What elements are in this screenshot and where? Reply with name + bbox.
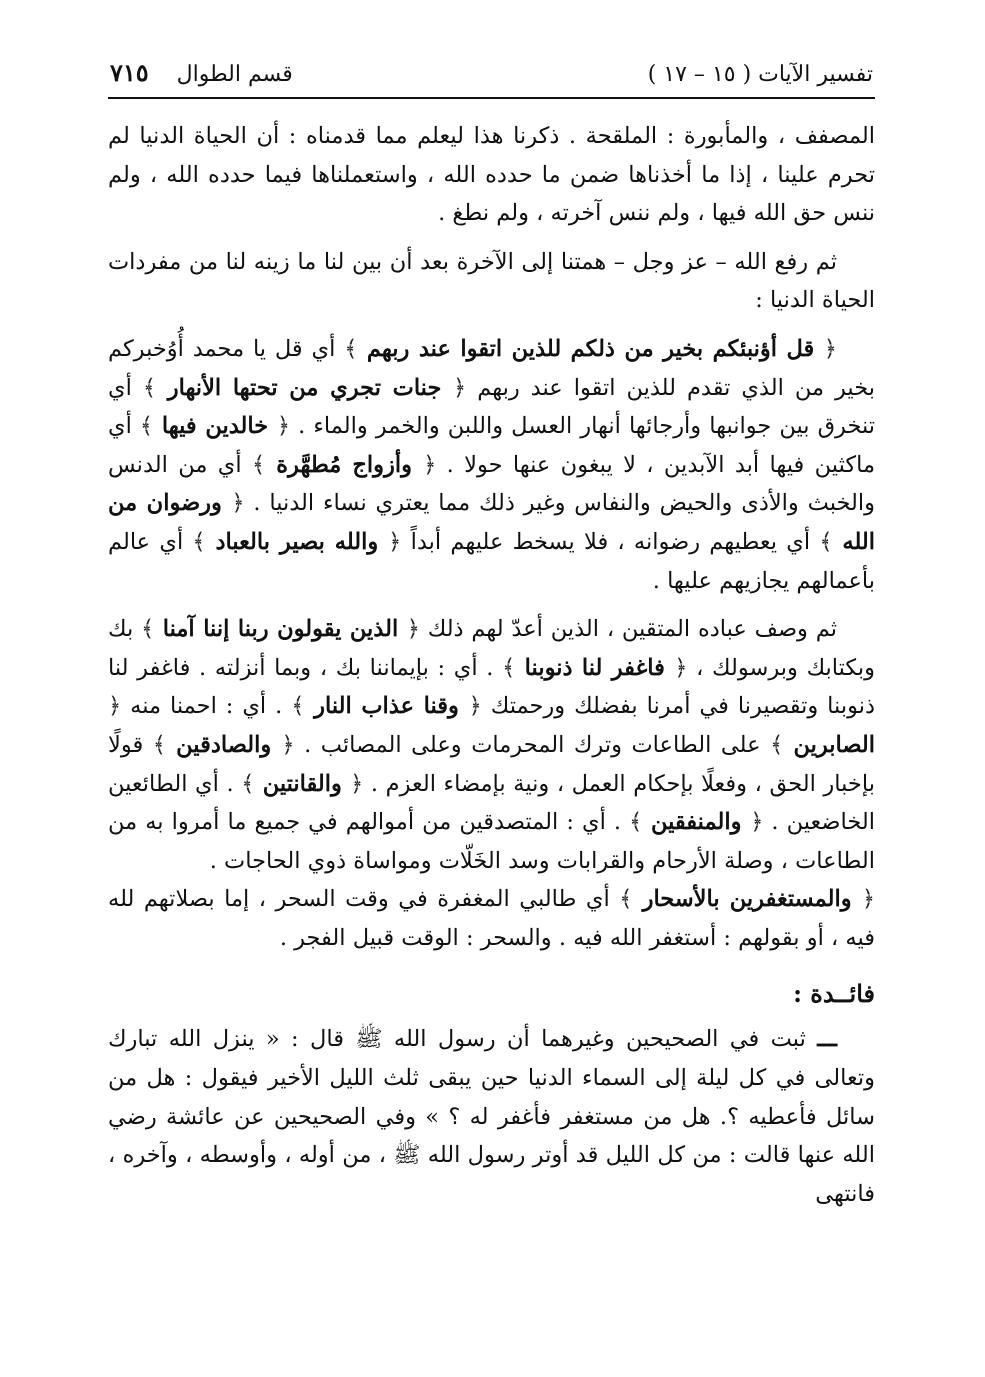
quran-bracket: ﴿ <box>453 374 467 401</box>
body-paragraph <box>108 610 875 880</box>
quran-bracket: ﴾ <box>192 528 206 555</box>
quran-verse-text: والله بصير بالعباد <box>205 528 389 555</box>
faida-heading: فائــدة : <box>793 979 875 1009</box>
quran-verse-text: وأزواج مُطهَّرة <box>265 451 424 478</box>
running-header <box>108 58 875 99</box>
commentary-text: قولًا بإخبار الحق ، وفعلًا بإحكام العمل ، ونية بإمضاء العزم . <box>108 731 875 797</box>
quran-bracket: ﴿ <box>750 809 764 836</box>
quran-verse-text: فاغفر لنا ذنوبنا <box>515 654 675 681</box>
quran-verse-text: جنات تجري من تحتها الأنهار <box>156 374 454 401</box>
quran-bracket: ﴿ <box>388 528 402 555</box>
commentary-text: المصفف ، والمأبورة : الملقحة . ذكرنا هذا ليعلم مما قدمناه : أن الحياة الدنيا لم تحرم علينا ، إذا ما أخذناها ضمن ما حدده الله ، واستعملناها فيما حدده الله ، ولم ننس حق الله فيها ، ولم ننس آخرته ، ولم نطغ . <box>108 123 875 227</box>
commentary-text: ثم رفع الله – عز وجل – همتنا إلى الآخرة بعد أن بين لنا ما زينه لنا من مفردات الحياة الدنيا : <box>108 248 875 314</box>
quran-bracket: ﴾ <box>502 654 516 681</box>
quran-bracket: ﴿ <box>406 616 420 643</box>
quran-verse-text: قل أؤنبئكم بخير من ذلكم للذين اتقوا عند ربهم <box>357 335 824 362</box>
commentary-text: ثم وصف عباده المتقين ، الذين أعدّ لهم ذلك <box>419 616 837 643</box>
quran-bracket: ﴿ <box>674 654 688 681</box>
quran-verse-text: الصابرين <box>783 731 876 758</box>
body-paragraph <box>108 243 875 320</box>
quran-bracket: ﴾ <box>344 335 358 362</box>
quran-bracket: ﴾ <box>819 528 833 555</box>
commentary-text: بك وبكتابك وبرسولك ، <box>108 616 875 681</box>
body-paragraph <box>108 880 875 957</box>
quran-bracket: ﴾ <box>139 413 154 440</box>
commentary-text: أي من الدنس والخبث والأذى والحيض والنفاس وغير ذلك مما يعتري نساء الدنيا . <box>108 451 875 517</box>
quran-verse-text: ورضوان من الله <box>108 490 876 555</box>
quran-verse-text: والصادقين <box>165 731 282 758</box>
quran-bracket: ﴾ <box>241 770 255 797</box>
body-paragraph <box>108 117 875 233</box>
commentary-text: . أي الطائعين الخاضعين . <box>108 770 875 836</box>
header-left <box>110 58 293 87</box>
quran-bracket: ﴾ <box>252 451 266 478</box>
page-number: ٧١٥ <box>110 58 149 87</box>
quran-verse-text: والمنفقين <box>642 809 751 836</box>
quran-bracket: ﴾ <box>291 693 305 720</box>
quran-bracket: ﴾ <box>142 374 157 401</box>
commentary-text: أي يعطيهم رضوانه ، فلا يسخط عليهم أبداً <box>401 528 820 555</box>
header-section-name: قسم الطوال <box>176 62 293 87</box>
quran-bracket: ﴿ <box>108 693 122 720</box>
quran-bracket: ﴿ <box>468 693 482 720</box>
body-text <box>108 117 875 957</box>
quran-verse-text: والقانتين <box>254 770 351 797</box>
quran-verse-text: والمستغفرين بالأسحار <box>632 886 862 913</box>
quran-bracket: ﴿ <box>276 413 291 440</box>
quran-bracket: ﴿ <box>281 731 295 758</box>
commentary-text: . أي : بإيماننا بك ، وبما أنزلته . فاغفر لنا ذنوبنا وتقصيرنا في أمرنا بفضلك ورحمتك <box>108 654 875 720</box>
quran-bracket: ﴿ <box>231 490 245 517</box>
faida-paragraph <box>108 1020 875 1213</box>
quran-bracket: ﴿ <box>423 451 437 478</box>
commentary-text: أي ماكثين فيها أبد الآبدين ، لا يبغون عنها حولا . <box>108 413 875 478</box>
commentary-text: أي طالبي المغفرة في وقت السحر ، إما بصلاتهم لله فيه ، أو بقولهم : أستغفر الله فيه . والسحر : الوقت قبيل الفجر . <box>108 886 875 951</box>
commentary-text: أي عالم بأعمالهم يجازيهم عليها . <box>108 528 875 594</box>
quran-bracket: ﴿ <box>861 886 875 913</box>
faida-dash: ـــ <box>817 1026 838 1053</box>
faida-text: ثبت في الصحيحين وغيرهما أن رسول الله ﷺ قال : « ينزل الله تبارك وتعالى في كل ليلة إلى السماء الدنيا حين يبقى ثلث الليل الأخير فيقول : هل من سائل فأعطيه ؟. هل من مستغفر فأغفر له ؟ » وفي الصحيحين عن عائشة رضي الله عنها قالت : من كل الليل قد أوتر رسول الله ﷺ ، من أوله ، وأوسطه ، وآخره ، فانتهى <box>108 1026 875 1207</box>
quran-bracket: ﴿ <box>823 335 837 362</box>
body-paragraph <box>108 330 875 600</box>
commentary-text: . أي : المتصدقين من أموالهم في جميع ما أمروا به من الطاعات ، وصلة الأرحام والقرابات وسد الخَلّات ومواساة ذوي الحاجات . <box>108 809 875 874</box>
quran-bracket: ﴾ <box>629 809 643 836</box>
quran-verse-text: وقنا عذاب النار <box>304 693 469 720</box>
header-verse-range: تفسير الآيات ( ١٥ – ١٧ ) <box>647 62 873 87</box>
quran-verse-text: الذين يقولون ربنا إننا آمنا <box>154 616 407 643</box>
quran-bracket: ﴾ <box>770 731 784 758</box>
commentary-text: أي قل يا محمد أُوُخبركم بخير من الذي تقدم للذين اتقوا عند ربهم <box>108 335 876 401</box>
quran-bracket: ﴾ <box>619 886 633 913</box>
commentary-text: أي تنخرق بين جوانبها وأرجائها أنهار العسل واللبن والخمر والماء . <box>108 374 876 440</box>
commentary-text: على الطاعات وترك المحرمات وعلى المصائب . <box>294 731 771 758</box>
quran-bracket: ﴾ <box>141 616 155 643</box>
quran-verse-text: خالدين فيها <box>153 413 277 440</box>
quran-bracket: ﴿ <box>350 770 364 797</box>
quran-bracket: ﴾ <box>152 731 166 758</box>
commentary-text: . أي : احمنا منه <box>121 693 292 720</box>
